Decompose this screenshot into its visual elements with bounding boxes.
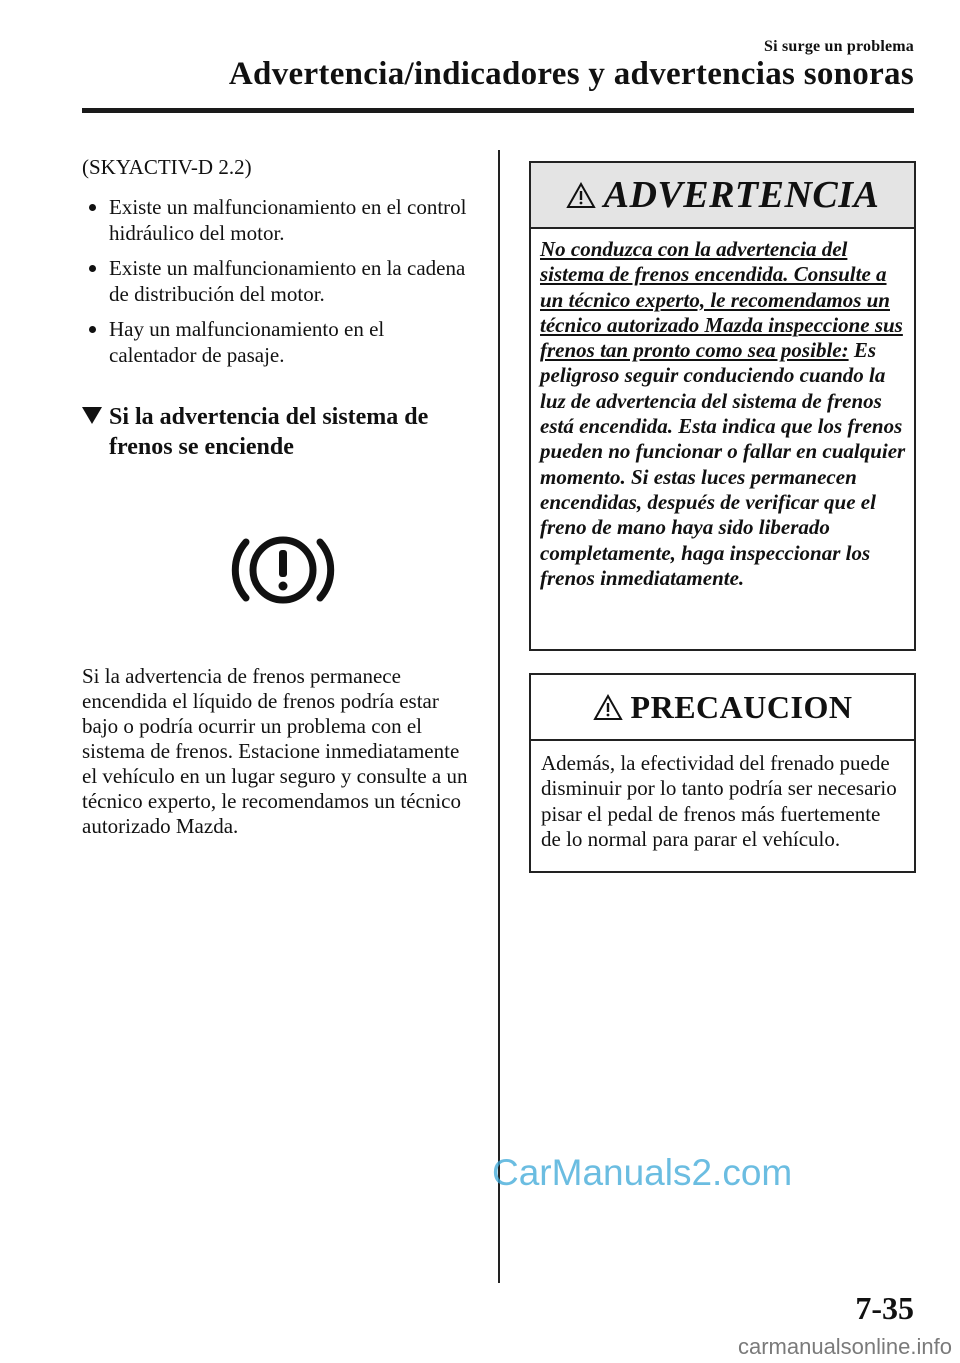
header-rule — [82, 108, 914, 113]
list-item — [82, 255, 474, 307]
warning-box — [529, 161, 916, 651]
malfunction-list — [82, 194, 474, 368]
warning-title: ADVERTENCIA — [603, 174, 880, 216]
list-item-text: Hay un malfuncionamiento en el calentador de pasaje. — [109, 317, 385, 367]
bullet-icon — [89, 326, 96, 333]
list-item-text: Existe un malfuncionamiento en la cadena de distribución del motor. — [109, 256, 466, 306]
bullet-icon — [89, 204, 96, 211]
warning-text — [531, 229, 914, 591]
alert-triangle-icon — [566, 182, 596, 209]
list-item — [82, 194, 474, 246]
caution-text: Además, la efectividad del frenado puede disminuir por lo tanto podría ser necesario pisar el pedal de frenos más fuertemente de lo normal para parar el vehículo. — [541, 751, 897, 851]
body-paragraph: Si la advertencia de frenos permanece encendida el líquido de frenos podría estar bajo o podría ocurrir un problema con el sistema de frenos. Estacione inmediatamente el vehículo en un lugar seguro y consulte a un técnico experto, le recomendamos un técnico autorizado Mazda. — [82, 664, 468, 838]
brake-warning-icon — [228, 530, 338, 610]
site-watermark: carmanualsonline.info — [737, 1334, 952, 1359]
warning-box-header — [531, 163, 914, 229]
alert-triangle-icon — [593, 694, 623, 721]
list-item-text: Existe un malfuncionamiento en el control hidráulico del motor. — [109, 195, 467, 245]
caution-box-header — [531, 675, 914, 741]
caution-box — [529, 673, 916, 873]
page-number: 7-35 — [855, 1290, 914, 1326]
chapter-title: Advertencia/indicadores y advertencias sonoras — [228, 56, 914, 92]
section-label: Si surge un problema — [764, 38, 914, 55]
left-column — [82, 155, 474, 839]
warning-detail-text: Es peligroso seguir conduciendo cuando la luz de advertencia del sistema de frenos está encendida. Esta indica que los frenos pueden no funcionar o fallar en cualquier momento. Si estas luces permanecen encendidas, después de verificar que el freno de mano haya sido liberado completamente, haga inspeccionar los frenos inmediatamente. — [540, 338, 906, 590]
section-heading — [82, 402, 474, 462]
triangle-down-icon — [82, 407, 102, 425]
column-divider — [498, 150, 500, 1283]
caution-title: PRECAUCION — [630, 688, 853, 725]
bullet-icon — [89, 265, 96, 272]
watermark-logo: CarManuals2.com — [492, 1152, 793, 1193]
warning-underlined-text: No conduzca con la advertencia del sistema de frenos encendida. Consulte a un técnico experto, le recomendamos un técnico autorizado Mazda inspeccione sus frenos tan pronto como sea posible: — [540, 237, 903, 363]
list-item — [82, 316, 474, 368]
section-heading-text: Si la advertencia del sistema de frenos se enciende — [109, 404, 429, 460]
engine-subheading: (SKYACTIV-D 2.2) — [82, 155, 252, 179]
